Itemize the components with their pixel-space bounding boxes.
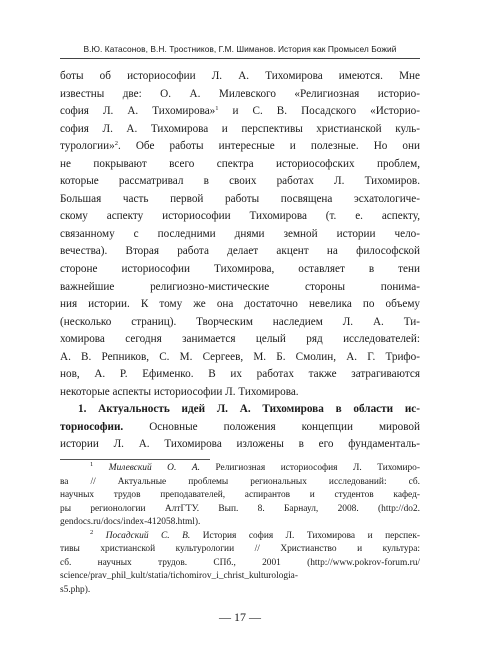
footnote-line: сб. научных трудов. СПб., 2001 (http://www.pokrov-forum.ru/ [60, 557, 420, 568]
body-line: известны две: О. А. Милевского «Религиозная историо- [60, 87, 420, 100]
footnote-line: gendocs.ru/docs/index-412058.html). [60, 517, 201, 528]
footnote-number: 1 [90, 462, 94, 468]
footnote-2 [60, 530, 420, 544]
section-line [60, 419, 420, 437]
footnote-rule [60, 459, 210, 460]
footnote-1 [60, 462, 420, 476]
body-line-rest: и С. В. Посадского «Историо- [218, 105, 420, 118]
body-line: нов, А. Р. Ефименко. В их работах также затрагиваются [60, 368, 420, 381]
section-line-rest: Основные положения концепции мировой [123, 420, 420, 433]
section-heading-end: ториософии. [60, 420, 124, 433]
footnote-line: s5.php). [60, 584, 91, 595]
body-line: важнейшие религиозно-мистические стороны понима- [60, 280, 420, 293]
body-line-start: софия Л. А. Тихомирова» [60, 105, 216, 118]
body-line: (несколько страниц). Творческим наследием Л. А. Ти- [60, 315, 420, 328]
running-header: В.Ю. Катасонов, В.Н. Тростников, Г.М. Шиманов. История как Промысел Божий [83, 44, 397, 54]
body-line: некоторые аспекты историософии Л. Тихомирова. [60, 385, 299, 398]
body-line: А. В. Репников, С. М. Сергеев, М. Б. Смолин, А. Г. Трифо- [60, 350, 420, 363]
body-line: хомирова сегодня занимается целый ряд исследователей: [60, 333, 420, 346]
footnote-text: История софия Л. Тихомирова и перспек- [190, 530, 420, 541]
body-line-rest: . Обе работы интересные и полезные. Но они [117, 140, 420, 153]
body-line: боты об историософии Л. А. Тихомирова имеются. Мне [60, 70, 420, 82]
body-line [60, 138, 420, 156]
page-number: — 17 — [219, 610, 261, 624]
header-rule [60, 58, 420, 59]
body-line: вечества). Вторая работа делает акцент на философской [60, 245, 420, 258]
footnote-author: Посадский С. В. [105, 530, 191, 541]
footnote-line: science/prav_phil_kult/statia/tichomirov_i_christ_kulturologia- [60, 571, 298, 582]
section-heading: 1. Актуальность идей Л. А. Тихомирова в области ис- [78, 403, 420, 416]
body-line: Большая часть первой работы посвящена эсхатологиче- [60, 192, 420, 205]
footnote-text: Религиозная историософия Л. Тихомиро- [199, 463, 420, 473]
body-line: скому аспекту историософии Тихомирова (т. е. аспекту, [60, 210, 420, 223]
body-line: не покрывают всего спектра историософских проблем, [60, 157, 420, 170]
footnote-line: тивы христианской культурологии // Христианство и культура: [60, 544, 420, 555]
footnote-author: Милевский О. А. [108, 463, 200, 473]
body-line [60, 103, 420, 121]
footnote-line: научных трудов преподавателей, аспирантов и студентов кафед- [60, 490, 420, 501]
footnote-ref-2: 2 [114, 140, 118, 148]
body-line: софия Л. А. Тихомирова и перспективы христианской куль- [60, 122, 420, 135]
body-line: которые рассматривал в своих работах Л. Тихомиров. [60, 175, 420, 188]
body-line: ния истории. К тому же она достаточно невелика по объему [60, 298, 420, 311]
body-line: стороне историософии Тихомирова, оставляет в тени [60, 263, 420, 276]
footnotes [60, 462, 420, 597]
footnote-line: ры регионологии АлтГТУ. Вып. 8. Барнаул, 2008. (http://do2. [60, 503, 420, 514]
body-line-start: турологии» [60, 140, 115, 153]
footnote-line: ва // Актуальные проблемы региональных исследований: сб. [60, 476, 420, 487]
section-line: истории Л. А. Тихомирова изложены в его фундаменталь- [60, 438, 420, 451]
body-text [60, 68, 420, 454]
footnote-ref-1: 1 [215, 105, 219, 113]
body-line: связанному с последними днями земной истории чело- [60, 227, 420, 240]
footnote-number: 2 [90, 529, 94, 536]
